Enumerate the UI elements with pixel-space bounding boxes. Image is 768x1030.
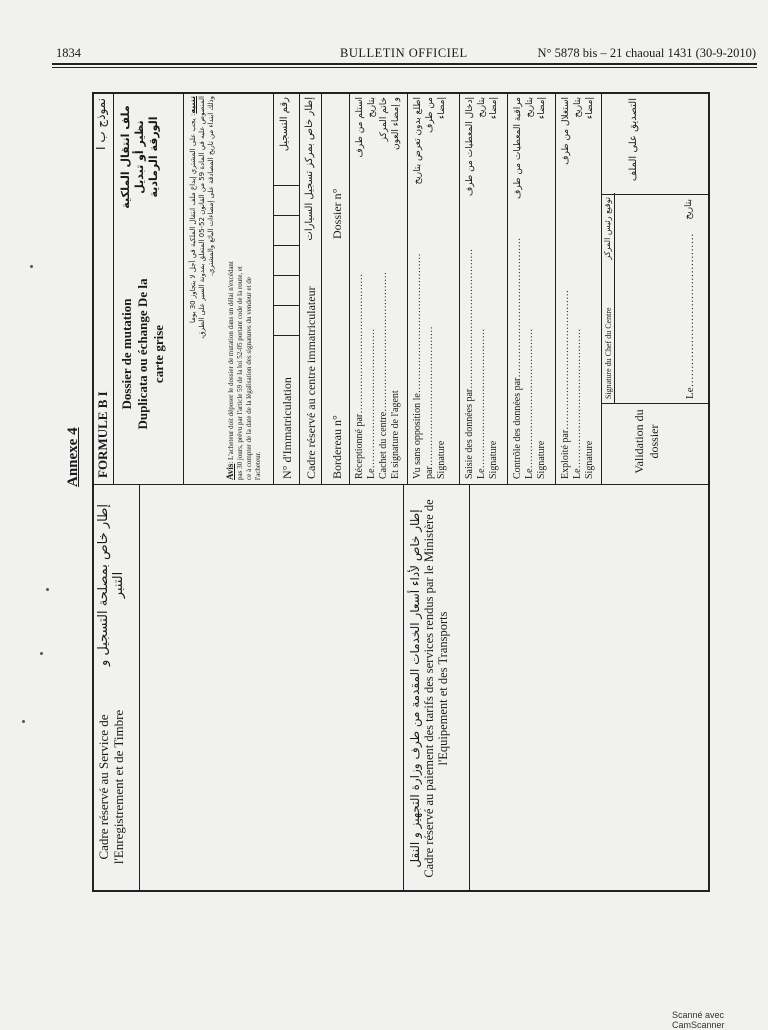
payment-stamp-area bbox=[470, 484, 710, 892]
reception-line-ar: خاتم المركز bbox=[379, 97, 389, 142]
chief-signature-date-ar: بتاريخ bbox=[684, 199, 694, 220]
reception-line: Le…………………………………… bbox=[366, 328, 377, 479]
notice-ar bbox=[188, 96, 216, 346]
notice-fr bbox=[226, 260, 263, 480]
exploitation-line-ar: استغلال من طرف bbox=[561, 97, 571, 165]
scan-speck bbox=[46, 588, 49, 591]
exploitation-line: Signature bbox=[584, 440, 595, 479]
form-code-ar: نموذج ب I bbox=[94, 98, 108, 151]
form-title-row bbox=[114, 92, 184, 484]
registration-box-divider bbox=[274, 215, 300, 216]
header-rule-thin bbox=[52, 67, 757, 68]
validation-label-fr: Validation du dossier bbox=[632, 409, 661, 474]
data-control-line: Contrôle des données par…………………………………… bbox=[512, 237, 523, 479]
opposition-line: Signature bbox=[436, 440, 447, 479]
opposition-line-ar: من طرف bbox=[425, 97, 435, 133]
data-entry-line: Signature bbox=[488, 440, 499, 479]
scan-speck bbox=[40, 652, 43, 655]
exploitation-line: Le…………………………………… bbox=[572, 328, 583, 479]
exploitation-line-ar: بتاريخ bbox=[573, 97, 583, 118]
annex-title: Annexe 4 bbox=[65, 427, 81, 487]
scan-speck bbox=[22, 720, 25, 723]
centre-cadre-fr: Cadre réservé au centre immatriculateur bbox=[304, 286, 318, 479]
registration-box-divider bbox=[274, 185, 300, 186]
scan-watermark: Scanné avec CamScanner bbox=[672, 1010, 725, 1030]
chief-signature-fr: Signature du Chef du Centre bbox=[604, 307, 613, 399]
payment-label-fr: Cadre réservé au paiement des tarifs des services rendus par le Ministère de l'Equipement et des Transports bbox=[422, 499, 450, 878]
header-rule bbox=[52, 63, 757, 65]
form-code-fr: FORMULE B I bbox=[95, 391, 110, 478]
data-control-line-ar: مراقبة المعطيات من طرف bbox=[513, 97, 523, 199]
notice-label-fr: Avis bbox=[225, 463, 235, 480]
exploitation-section bbox=[556, 92, 602, 484]
registration-box-divider bbox=[274, 245, 300, 246]
validation-label-ar: التصديق على الملف bbox=[628, 98, 639, 182]
chief-signature-box bbox=[602, 194, 710, 404]
registration-label-ar: إطار خاص بمصلحة التسجيل و التنبر bbox=[96, 503, 126, 667]
reception-line-ar: و إمضاء العون bbox=[391, 97, 401, 151]
data-control-line: Le…………………………………… bbox=[524, 328, 535, 479]
reception-line-ar: بتاريخ bbox=[367, 97, 377, 118]
data-entry-line: Le…………………………………… bbox=[476, 328, 487, 479]
opposition-line: Vu sans opposition le…………………………………… bbox=[412, 253, 423, 479]
registration-stamp-area bbox=[140, 484, 404, 892]
bordereau-row bbox=[322, 92, 350, 484]
reception-line: Réceptionné par…………………………………… bbox=[354, 273, 365, 479]
chief-signature-title bbox=[602, 193, 615, 403]
reception-section bbox=[350, 92, 408, 484]
form-title-fr: Dossier de mutation Duplicata ou échange De la carte grise bbox=[119, 278, 166, 430]
validation-row bbox=[602, 92, 710, 484]
form-title-ar: ملف انتقال الملكية نظير أو تبديل الورقة الرمادية bbox=[119, 105, 160, 209]
registration-label-fr: Cadre réservé au Service de l'Enregistrement et de Timbre bbox=[96, 709, 126, 865]
payment-label-ar: إطار خاص لأداء أسعار الخدمات المقدمة من طرف وزارة التجهيز و النقل bbox=[408, 509, 422, 868]
reception-line: Et signature de l'agent bbox=[390, 390, 401, 479]
data-entry-section bbox=[460, 92, 508, 484]
notice-text-fr: : L'acheteur doit déposer le dossier de mutation dans un délai n'excédant pas 30 jours, prévu par l'article 59 de la loi 52-05 portant code de la route, et ce à compter de la date de la légalisation des signatures du vendeur et de l'acheteur. bbox=[227, 261, 262, 480]
reception-line-ar: استلم من طرف bbox=[355, 97, 365, 158]
exploitation-line: Exploité par…………………………………… bbox=[560, 289, 571, 479]
registration-number-label-ar: رقم التسجيل bbox=[279, 97, 290, 152]
centre-cadre-row bbox=[300, 92, 322, 484]
centre-cadre-ar: إطار خاص بمركز تسجيل السيارات bbox=[304, 97, 315, 241]
bordereau-label: Bordereau n° bbox=[330, 415, 344, 479]
data-control-line-ar: بتاريخ bbox=[525, 97, 535, 118]
opposition-line-ar: اطلع بدون تعرض بتاريخ bbox=[413, 97, 423, 185]
registration-box-divider bbox=[274, 335, 300, 336]
data-entry-line-ar: إمضاء bbox=[489, 97, 499, 120]
payment-header bbox=[404, 484, 470, 892]
journal-title: BULLETIN OFFICIEL bbox=[340, 46, 468, 60]
notice-row bbox=[184, 92, 274, 484]
page-number: 1834 bbox=[56, 46, 81, 60]
chief-signature-ar: توقيع رئيس المركز bbox=[603, 197, 612, 260]
data-entry-line-ar: بتاريخ bbox=[477, 97, 487, 118]
opposition-line: par…………………………………… bbox=[424, 326, 435, 479]
registration-box-divider bbox=[274, 275, 300, 276]
form-code-row bbox=[92, 92, 114, 484]
registration-number-label-fr: N° d'Immatriculation bbox=[280, 377, 294, 479]
data-entry-line-ar: إدخال المعطيات من طرف bbox=[465, 97, 475, 197]
reception-line: Cachet du centre…………………………………… bbox=[378, 271, 389, 479]
notice-label-ar: تنبيه bbox=[188, 96, 197, 114]
issue-info: N° 5878 bis – 21 chaoual 1431 (30-9-2010) bbox=[537, 46, 756, 60]
data-control-section bbox=[508, 92, 556, 484]
data-control-line-ar: إمضاء bbox=[537, 97, 547, 120]
opposition-line-ar: إمضاء bbox=[437, 97, 447, 120]
exploitation-line-ar: إمضاء bbox=[585, 97, 595, 120]
data-control-line: Signature bbox=[536, 440, 547, 479]
dossier-label: Dossier n° bbox=[330, 188, 344, 239]
chief-signature-date: Le…………………………………… bbox=[684, 233, 696, 399]
annex-form-rotated bbox=[65, 92, 712, 892]
data-entry-line: Saisie des données par…………………………………… bbox=[464, 248, 475, 479]
opposition-section bbox=[408, 92, 460, 484]
registration-number-row bbox=[274, 92, 300, 484]
page-header bbox=[56, 46, 756, 62]
registration-stamp-header bbox=[92, 484, 140, 892]
registration-box-divider bbox=[274, 305, 300, 306]
scan-speck bbox=[30, 265, 33, 268]
notice-text-ar: : يجب على المشتري إيداع ملف انتقال الملكية في أجل لا يتجاوز 30 يوما المنصوص عليه في المادة 59 من القانون 52-05 المتعلق بمدونة السير على الطرق، وذلك ابتداء من تاريخ المصادقة على إمضاءات البائع والمشتري. bbox=[189, 96, 215, 340]
